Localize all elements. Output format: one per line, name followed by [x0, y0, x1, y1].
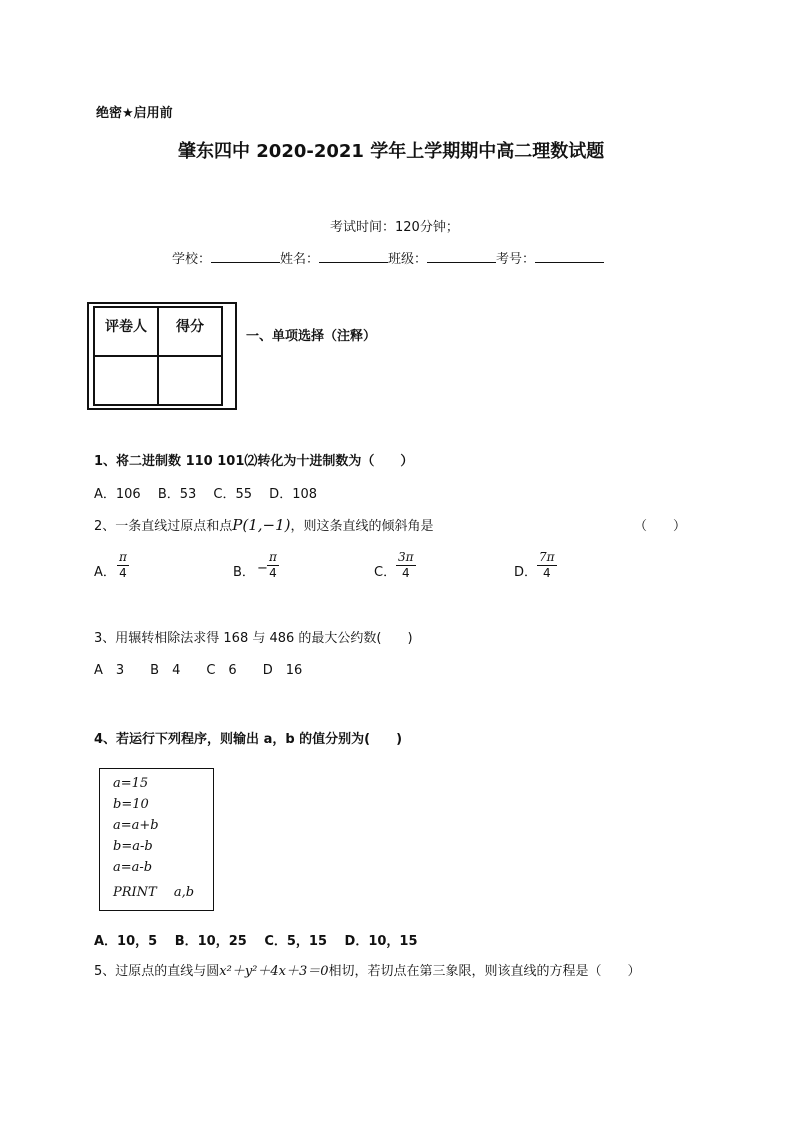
class-blank[interactable] [427, 250, 496, 263]
section-title: 一、单项选择（注释） [246, 329, 377, 344]
question-1-options: A．106 B．53 C．55 D．108 [94, 487, 318, 502]
class-label: 班级： [388, 252, 428, 267]
program-box [99, 768, 214, 911]
grader-cell[interactable] [94, 356, 158, 405]
info-fields-row [172, 248, 604, 267]
question-5-text-after: 相切，若切点在第三象限，则该直线的方程是（ ） [328, 964, 641, 979]
option-c-label: C． [374, 565, 397, 580]
option-d-numerator: 7π [539, 550, 555, 564]
option-a-label: A． [94, 565, 116, 580]
option-c-fraction [396, 551, 416, 580]
school-blank[interactable] [211, 250, 280, 263]
page-title: 肇东四中 2020-2021 学年上学期期中高二理数试题 [178, 141, 605, 162]
option-a-denominator: 4 [119, 566, 127, 580]
grader-header: 评卷人 [94, 307, 158, 356]
question-4-options: A．10，5 B．10，25 C．5，15 D．10，15 [94, 934, 418, 949]
question-1-text: 1、将二进制数 110 101⑵转化为十进制数为（ ） [94, 454, 414, 469]
program-line-2: b=10 [113, 797, 149, 812]
option-b-label: B． [233, 565, 255, 580]
program-line-6: PRINT a,b [113, 885, 195, 900]
program-line-5: a=a-b [113, 860, 153, 875]
option-a-fraction [117, 551, 129, 580]
option-c-denominator: 4 [401, 566, 410, 580]
option-b-numerator: π [269, 550, 277, 564]
question-3-text: 3、用辗转相除法求得 168 与 486 的最大公约数( ) [94, 631, 413, 646]
program-line-1: a=15 [113, 776, 149, 791]
question-5-equation: x²＋y²＋4x＋3＝0 [219, 964, 329, 979]
school-label: 学校： [172, 252, 212, 267]
program-line-3: a=a+b [113, 818, 159, 833]
secret-label: 绝密★启用前 [96, 106, 173, 121]
exam-time: 考试时间：120分钟； [330, 220, 459, 235]
name-blank[interactable] [319, 250, 388, 263]
question-2-paren: （ ） [634, 519, 687, 534]
score-cell[interactable] [158, 356, 222, 405]
program-line-4: b=a-b [113, 839, 153, 854]
option-b-denominator: 4 [269, 566, 277, 580]
score-table [93, 306, 223, 406]
option-d-label: D． [514, 565, 538, 580]
exam-number-label: 考号： [496, 252, 536, 267]
name-label: 姓名： [280, 252, 320, 267]
question-2-text-after: ，则这条直线的倾斜角是 [290, 519, 434, 534]
question-2-text [94, 515, 434, 534]
option-b-sign: − [257, 561, 268, 576]
score-header: 得分 [158, 307, 222, 356]
option-d-fraction [537, 551, 557, 580]
option-c-numerator: 3π [398, 550, 414, 564]
question-5-text [94, 960, 641, 979]
option-b-fraction [267, 551, 279, 580]
question-5-text-before: 5、过原点的直线与圆 [94, 964, 220, 979]
option-d-denominator: 4 [542, 566, 551, 580]
exam-number-blank[interactable] [535, 250, 604, 263]
question-2-text-before: 2、一条直线过原点和点 [94, 519, 233, 534]
option-a-numerator: π [119, 550, 127, 564]
question-3-options: A 3 B 4 C 6 D 16 [94, 663, 303, 678]
question-4-text: 4、若运行下列程序，则输出 a，b 的值分别为( ) [94, 732, 403, 747]
question-2-point: P(1,−1) [232, 516, 291, 534]
